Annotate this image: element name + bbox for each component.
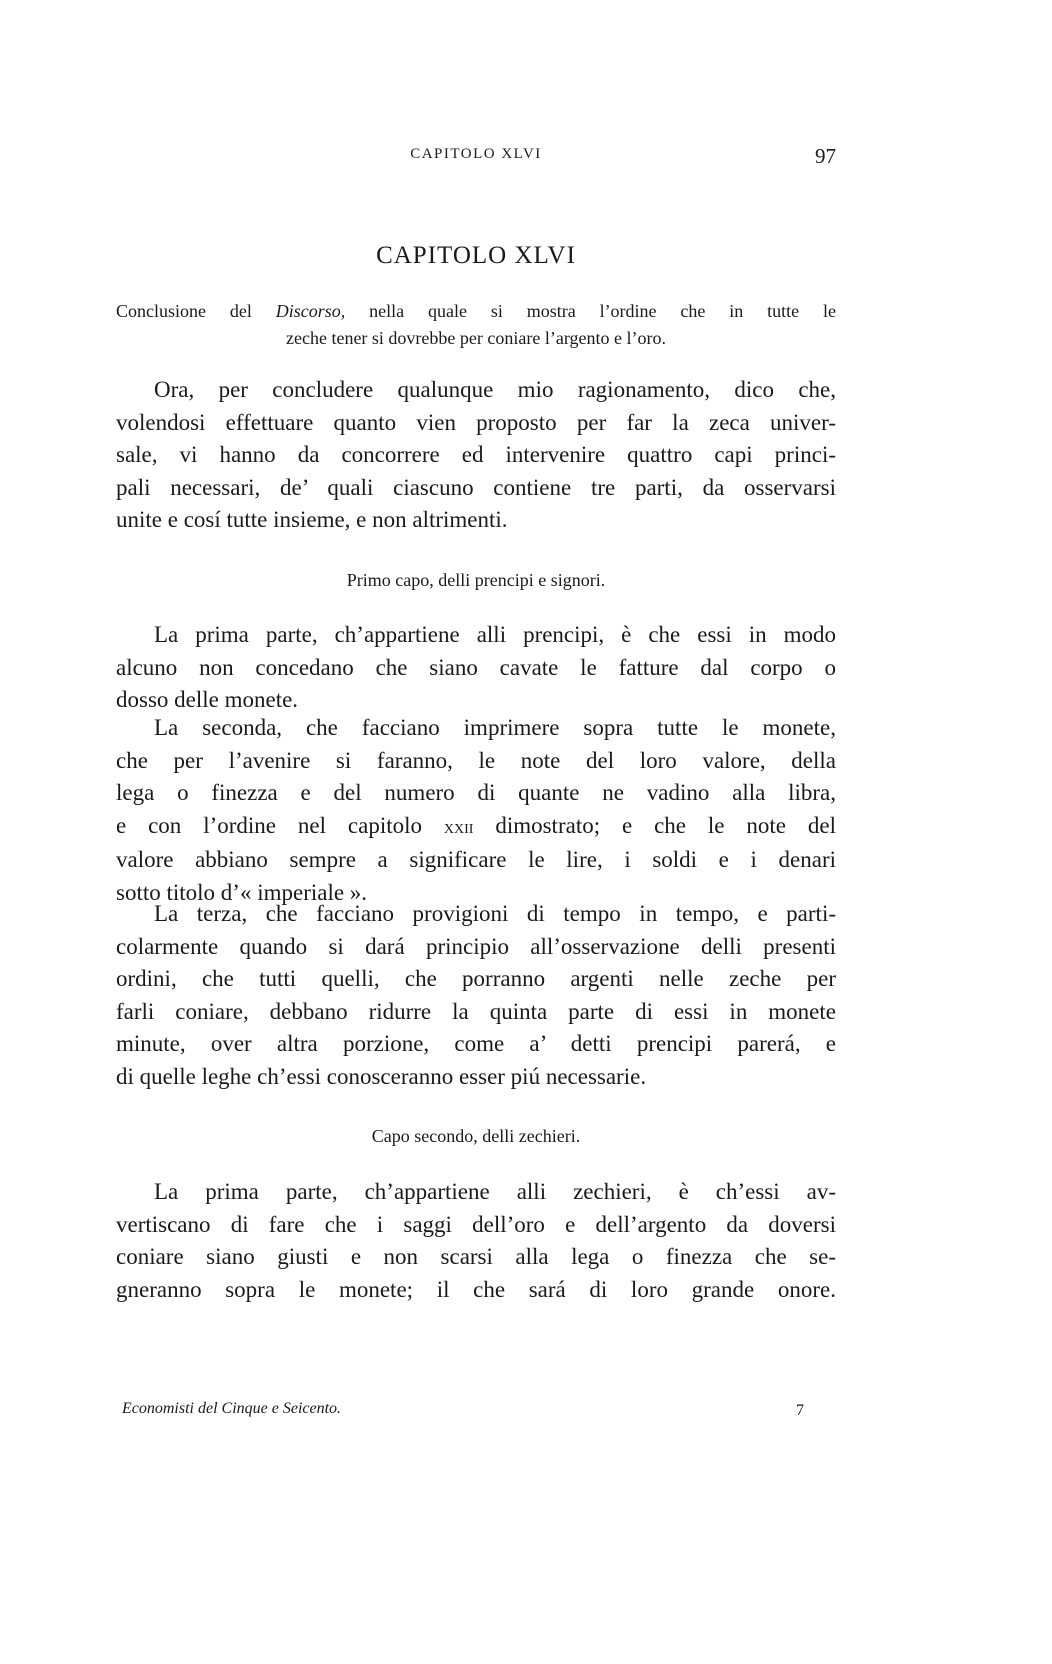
s1p3-line-1: La terza, che facciano provigioni di tempo in tempo, e parti- [154,901,836,926]
s2p1-line-4: gneranno sopra le monete; il che sará di loro grande onore. [116,1276,836,1302]
s1p3-line-3: ordini, che tutti quelli, che porranno argenti nelle zeche per [116,966,836,991]
signature-mark: 7 [796,1402,804,1419]
chapter-summary-line-2: zeche tener si dovrebbe per coniare l’argento e l’oro. [286,328,666,348]
summary-italic-discorso: Discorso, [275,301,346,321]
s1p1-line-1: La prima parte, ch’appartiene alli prencipi, è che essi in modo [154,622,836,647]
s2p1-line-2: vertiscano di fare che i saggi dell’oro e dell’argento da doversi [116,1211,836,1237]
s1p3-line-4: farli coniare, debbano ridurre la quinta parte di essi in monete [116,998,836,1024]
s1p2-line-3: lega o finezza e del numero di quante ne vadino alla libra, [116,780,836,805]
section-heading-capo-secondo: Capo secondo, delli zechieri. [371,1126,581,1146]
chapter-summary [116,298,836,352]
page-number: 97 [815,144,836,168]
footer-book-title: Economisti del Cinque e Seicento. [122,1400,342,1417]
s1p2-line-6: sotto titolo d’« imperiale ». [116,879,368,905]
s2p1-line-3: coniare siano giusti e non scarsi alla lega o finezza che se- [116,1244,836,1269]
intro-line-5: unite e cosí tutte insieme, e non altrimenti. [116,507,508,532]
chapter-reference-xxii: xxii [443,816,474,838]
s1p2-line-4 [116,810,836,845]
s1p2-line-5: valore abbiano sempre a significare le lire, i soldi e i denari [116,847,836,872]
s2p1-line-1: La prima parte, ch’appartiene alli zechieri, è ch’essi av- [154,1179,836,1204]
chapter-summary-line-1 [116,298,836,325]
s1p3-line-2: colarmente quando si dará principio all’osservazione delli presenti [116,933,836,959]
section2-paragraph-1 [116,1176,836,1306]
chapter-title: CAPITOLO XLVI [376,242,576,269]
running-title: CAPITOLO XLVI [410,146,542,162]
intro-line-1: Ora, per concludere qualunque mio ragionamento, dico che, [154,377,836,402]
intro-paragraph [116,374,836,537]
s1p2-line-1: La seconda, che facciano imprimere sopra tutte le monete, [154,715,836,740]
section-heading-primo-capo: Primo capo, delli prencipi e signori. [346,570,606,590]
intro-line-4: pali necessari, de’ quali ciascuno contiene tre parti, da osservarsi [116,474,836,500]
section1-paragraph-2 [116,712,836,909]
s1p3-line-6: di quelle leghe ch’essi conosceranno esser piú necessarie. [116,1063,647,1089]
s1p2-line-2: che per l’avenire si faranno, le note del loro valore, della [116,747,836,773]
running-head [116,144,836,176]
s1p3-line-5: minute, over altra porzione, come a’ detti prencipi parerá, e [116,1031,836,1056]
s1p2-line-4-text-b: dimostrato; e che le note del [473,812,836,838]
s1p1-line-2: alcuno non concedano che siano cavate le fatture dal corpo o [116,654,836,680]
summary-text-2: nella quale si mostra l’ordine che in tutte le [345,301,836,321]
page-footer [116,1398,836,1426]
s1p1-line-3: dosso delle monete. [116,687,299,712]
summary-text-1: Conclusione del [116,301,276,321]
s1p2-line-4-text-a: e con l’ordine nel capitolo [116,812,444,838]
section1-paragraph-1 [116,619,836,717]
section1-paragraph-3 [116,898,836,1093]
intro-line-3: sale, vi hanno da concorrere ed intervenire quattro capi princi- [116,442,836,467]
intro-line-2: volendosi effettuare quanto vien proposto per far la zeca univer- [116,409,836,435]
